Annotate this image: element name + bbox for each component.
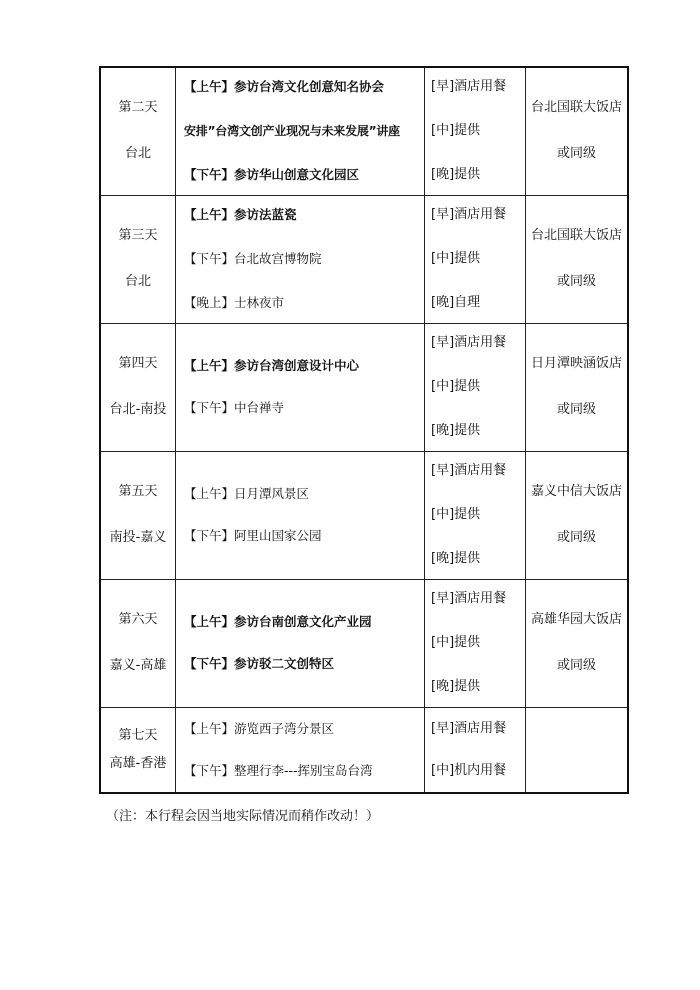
hotel-alt: 或同级 (556, 402, 596, 417)
day-label: 第二天 (118, 100, 158, 116)
day-place: 台北-南投 (109, 402, 167, 417)
meal-cell (425, 195, 526, 323)
hotel-cell (526, 579, 629, 707)
schedule-item: 安排”台湾文创产业现况与未来发展”讲座 (184, 124, 400, 139)
hotel-name: 台北国联大饭店 (530, 228, 622, 243)
hotel-name: 高雄华园大饭店 (530, 612, 622, 627)
schedule-item: 【上午】参访台南创意文化产业园 (184, 614, 372, 629)
day-place: 嘉义-高雄 (109, 658, 167, 673)
schedule-item: 【上午】参访台湾文化创意知名协会 (184, 79, 385, 95)
day-place: 台北 (124, 146, 151, 162)
schedule-cell (176, 195, 425, 323)
itinerary-row (100, 67, 628, 195)
meal-item: [早]酒店用餐 (431, 335, 507, 350)
itinerary-table (99, 66, 629, 794)
hotel-cell (526, 451, 629, 579)
schedule-cell (176, 451, 425, 579)
hotel-alt: 或同级 (556, 146, 596, 162)
schedule-item: 【上午】游览西子湾分景区 (184, 720, 335, 736)
itinerary-note: （注：本行程会因当地实际情况而稍作改动！） (106, 809, 380, 824)
meal-item: [早]酒店用餐 (431, 591, 507, 606)
day-label: 第五天 (118, 484, 158, 499)
meal-item: [晚]提供 (431, 551, 481, 566)
hotel-name: 日月潭映涵饭店 (530, 356, 622, 371)
hotel-cell (526, 323, 629, 451)
itinerary-row (100, 707, 628, 793)
hotel-alt: 或同级 (556, 530, 596, 545)
day-place: 南投-嘉义 (109, 530, 167, 545)
hotel-name: 台北国联大饭店 (530, 100, 622, 116)
day-label: 第七天 (118, 727, 158, 743)
meal-cell (425, 67, 526, 195)
day-place: 高雄-香港 (109, 755, 167, 771)
meal-cell (425, 451, 526, 579)
itinerary-row (100, 451, 628, 579)
meal-cell (425, 707, 526, 793)
day-cell (100, 707, 176, 793)
itinerary-row (100, 323, 628, 451)
schedule-cell (176, 67, 425, 195)
meal-item: [中]提供 (431, 379, 481, 394)
hotel-name: 嘉义中信大饭店 (530, 484, 622, 499)
day-cell (100, 323, 176, 451)
meal-item: [晚]提供 (431, 167, 481, 183)
itinerary-row (100, 579, 628, 707)
hotel-alt: 或同级 (556, 658, 596, 673)
day-cell (100, 451, 176, 579)
meal-item: [晚]提供 (431, 679, 481, 694)
meal-item: [早]酒店用餐 (431, 720, 507, 736)
day-label: 第三天 (118, 228, 158, 243)
schedule-item: 【晚上】士林夜市 (184, 295, 285, 310)
day-cell (100, 67, 176, 195)
schedule-item: 【上午】日月潭风景区 (184, 486, 310, 501)
hotel-cell (526, 195, 629, 323)
schedule-item: 【下午】中台禅寺 (184, 400, 285, 415)
schedule-cell (176, 707, 425, 793)
meal-item: [晚]自理 (431, 295, 481, 310)
schedule-item: 【下午】参访华山创意文化园区 (184, 167, 360, 183)
hotel-cell-empty (526, 707, 629, 793)
schedule-item: 【下午】阿里山国家公园 (184, 528, 322, 543)
schedule-item: 【下午】参访驳二文创特区 (184, 656, 335, 671)
hotel-cell (526, 67, 629, 195)
meal-item: [晚]提供 (431, 423, 481, 438)
day-cell (100, 579, 176, 707)
day-label: 第四天 (118, 356, 158, 371)
meal-item: [中]提供 (431, 635, 481, 650)
meal-item: [中]提供 (431, 123, 481, 139)
schedule-cell (176, 579, 425, 707)
meal-cell (425, 323, 526, 451)
day-cell (100, 195, 176, 323)
meal-item: [中]提供 (431, 251, 481, 266)
schedule-item: 【下午】整理行李---挥别宝岛台湾 (184, 762, 373, 778)
meal-cell (425, 579, 526, 707)
schedule-item: 【上午】参访台湾创意设计中心 (184, 358, 360, 373)
meal-item: [早]酒店用餐 (431, 463, 507, 478)
meal-item: [早]酒店用餐 (431, 207, 507, 222)
meal-item: [早]酒店用餐 (431, 79, 507, 95)
meal-item: [中]提供 (431, 507, 481, 522)
day-label: 第六天 (118, 612, 158, 627)
itinerary-row (100, 195, 628, 323)
schedule-cell (176, 323, 425, 451)
schedule-item: 【上午】参访法蓝瓷 (184, 207, 297, 222)
meal-item: [中]机内用餐 (431, 762, 507, 778)
day-place: 台北 (124, 274, 151, 289)
hotel-alt: 或同级 (556, 274, 596, 289)
schedule-item: 【下午】台北故宫博物院 (184, 251, 322, 266)
